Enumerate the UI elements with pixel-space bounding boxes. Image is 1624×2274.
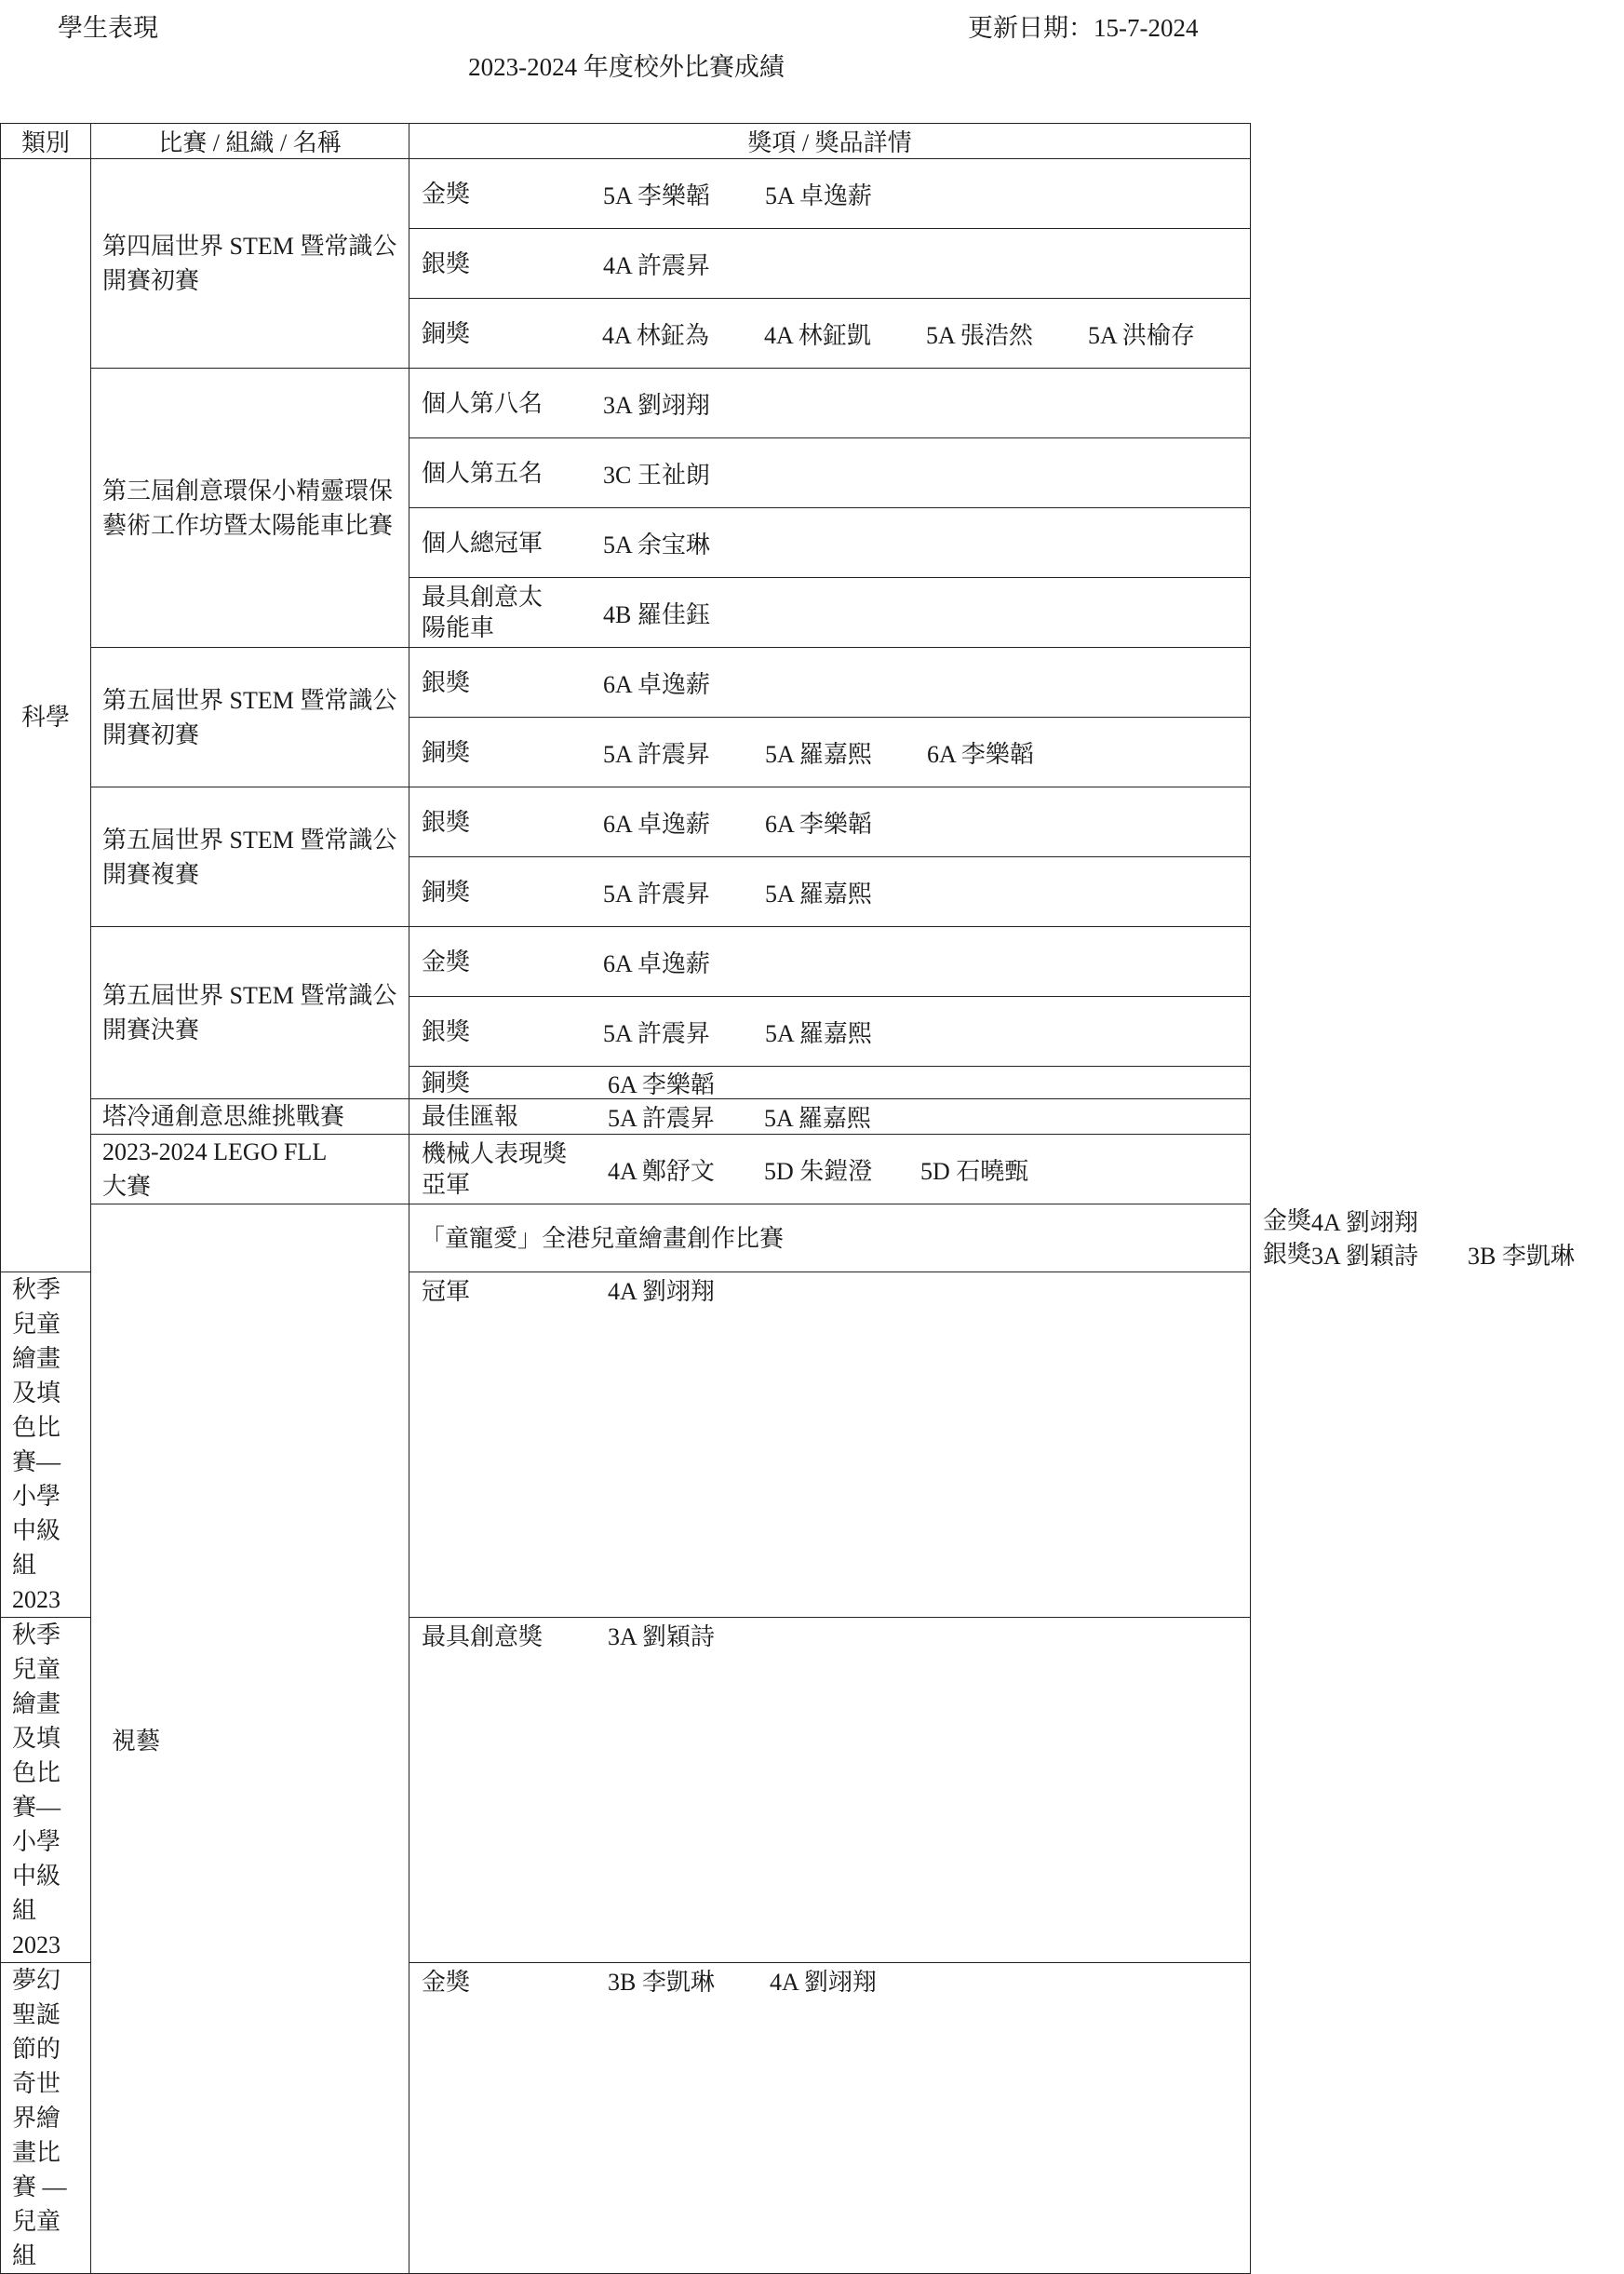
award-cell: [409, 927, 1251, 997]
student-name: 6A 李樂韜: [927, 740, 1034, 768]
student-name: 3B 李凱琳: [608, 1969, 715, 1996]
header-award: 獎項 / 獎品詳情: [409, 124, 1251, 159]
page-section-label: 學生表現: [58, 14, 158, 42]
award-name: 冠軍: [422, 1278, 471, 1305]
table-row: [1, 369, 1251, 438]
award-name: 銀獎: [422, 668, 471, 696]
award-cell: [409, 438, 1251, 508]
competition-name: 「童寵愛」全港兒童繪畫創作比賽: [409, 1204, 1251, 1272]
table-header-row: [1, 124, 1251, 159]
results-table: [0, 123, 1575, 2274]
award-cell: [409, 787, 1251, 857]
competition-name: 秋季兒童繪畫及填色比賽—小學中級組 2023: [1, 1618, 91, 1963]
competition-name: 第五屆世界 STEM 暨常識公開賽複賽: [91, 787, 409, 927]
table-row: [1, 1135, 1251, 1204]
table-row: [1, 1099, 1251, 1135]
competition-name: 夢幻聖誕節的奇世界繪畫比賽 — 兒童組: [1, 1963, 91, 2274]
award-name: 銀獎: [422, 249, 471, 277]
student-name: 5A 羅嘉熙: [764, 1105, 871, 1132]
student-name: 5A 許震昇: [603, 740, 710, 768]
award-name: 金獎: [422, 180, 471, 208]
table-row: [1, 1204, 1251, 1237]
student-name: 4A 劉翊翔: [608, 1278, 715, 1305]
student-name: 5A 張浩然: [926, 321, 1033, 349]
award-name: 銀獎: [422, 1017, 471, 1045]
category-visual-arts: 視藝: [91, 1204, 409, 2274]
award-name: 金獎: [422, 1969, 471, 1996]
award-cell: [409, 997, 1251, 1067]
student-name: 5A 羅嘉熙: [765, 740, 872, 768]
student-name: 3A 劉穎詩: [1311, 1243, 1418, 1270]
award-name: 銀獎: [1263, 1241, 1312, 1268]
award-cell: [409, 1135, 1251, 1204]
student-name: 3C 王祉朗: [603, 461, 710, 489]
student-name: 5A 許震昇: [603, 880, 710, 908]
student-name: 3A 劉翊翔: [603, 391, 710, 419]
student-name: 5A 卓逸薪: [765, 182, 872, 209]
competition-name: 第四屆世界 STEM 暨常識公開賽初賽: [91, 159, 409, 369]
award-cell: [409, 1272, 1251, 1618]
student-name: 5A 余宝琳: [603, 531, 710, 558]
student-name: 6A 李樂韜: [608, 1070, 715, 1098]
table-row: [1, 787, 1251, 857]
award-name: 最佳匯報: [422, 1103, 519, 1130]
category-science: 科學: [1, 159, 91, 1272]
student-name: 5A 許震昇: [603, 1019, 710, 1047]
award-cell: [409, 578, 1251, 648]
student-name: 5A 李樂韜: [603, 182, 710, 209]
award-name: 個人總冠軍: [422, 529, 544, 557]
award-cell: [409, 857, 1251, 927]
student-name: 4A 劉翊翔: [1311, 1208, 1418, 1236]
competition-name: 秋季兒童繪畫及填色比賽—小學中級組 2023: [1, 1272, 91, 1618]
header-category: 類別: [1, 124, 91, 159]
table-row: [1, 159, 1251, 229]
table-row: [1, 927, 1251, 997]
student-name: 5A 羅嘉熙: [765, 1019, 872, 1047]
award-name: 最具創意獎: [422, 1623, 544, 1650]
competition-name: 塔冷通創意思維挑戰賽: [91, 1099, 409, 1135]
update-date: 更新日期：15-7-2024: [968, 14, 1199, 42]
award-cell: [409, 718, 1251, 787]
student-name: 5A 羅嘉熙: [765, 880, 872, 908]
award-name: 銅獎: [422, 1069, 471, 1097]
award-name: 銅獎: [422, 878, 471, 906]
award-cell: [409, 508, 1251, 578]
award-cell: [409, 1618, 1251, 1963]
header-competition: 比賽 / 組織 / 名稱: [91, 124, 409, 159]
student-name: 6A 卓逸薪: [603, 949, 710, 977]
award-name: 金獎: [1263, 1206, 1312, 1234]
student-name: 6A 卓逸薪: [603, 670, 710, 698]
student-name: 4A 林鉦凱: [764, 321, 871, 349]
student-name: 3A 劉穎詩: [608, 1623, 715, 1650]
student-name: 5A 洪榆存: [1088, 321, 1195, 349]
award-cell: [409, 299, 1251, 369]
table-row: [1, 648, 1251, 718]
award-cell: [409, 369, 1251, 438]
student-name: 4A 劉翊翔: [770, 1969, 877, 1996]
award-name: 銅獎: [422, 738, 471, 766]
student-name: 5A 許震昇: [608, 1105, 715, 1132]
student-name: 6A 李樂韜: [765, 810, 872, 838]
student-name: 3B 李凱琳: [1468, 1243, 1575, 1270]
award-name: 金獎: [422, 948, 471, 976]
document-title: 2023-2024 年度校外比賽成績: [468, 53, 785, 81]
student-name: 4A 鄭舒文: [608, 1157, 715, 1185]
competition-name: 2023-2024 LEGO FLL 大賽: [91, 1135, 409, 1204]
award-name: 個人第八名: [422, 389, 544, 417]
award-name: 最具創意太陽能車: [422, 584, 544, 641]
award-cell: [409, 1099, 1251, 1135]
award-name: 機械人表現獎亞軍: [422, 1140, 568, 1198]
award-cell: [409, 1067, 1251, 1099]
student-name: 4B 羅佳鈺: [603, 600, 710, 628]
competition-name: 第三屆創意環保小精靈環保藝術工作坊暨太陽能車比賽: [91, 369, 409, 648]
award-name: 銀獎: [422, 808, 471, 836]
student-name: 5D 朱鎧澄: [764, 1157, 873, 1185]
student-name: 4A 林鉦為: [602, 321, 709, 349]
competition-name: 第五屆世界 STEM 暨常識公開賽初賽: [91, 648, 409, 787]
award-cell: [409, 229, 1251, 299]
award-cell: [409, 159, 1251, 229]
student-name: 6A 卓逸薪: [603, 810, 710, 838]
award-cell: [409, 648, 1251, 718]
award-name: 銅獎: [422, 319, 471, 347]
student-name: 5D 石曉甄: [920, 1157, 1029, 1185]
award-cell: [409, 1963, 1251, 2274]
competition-name: 第五屆世界 STEM 暨常識公開賽決賽: [91, 927, 409, 1099]
award-name: 個人第五名: [422, 459, 544, 487]
student-name: 4A 許震昇: [603, 251, 710, 279]
